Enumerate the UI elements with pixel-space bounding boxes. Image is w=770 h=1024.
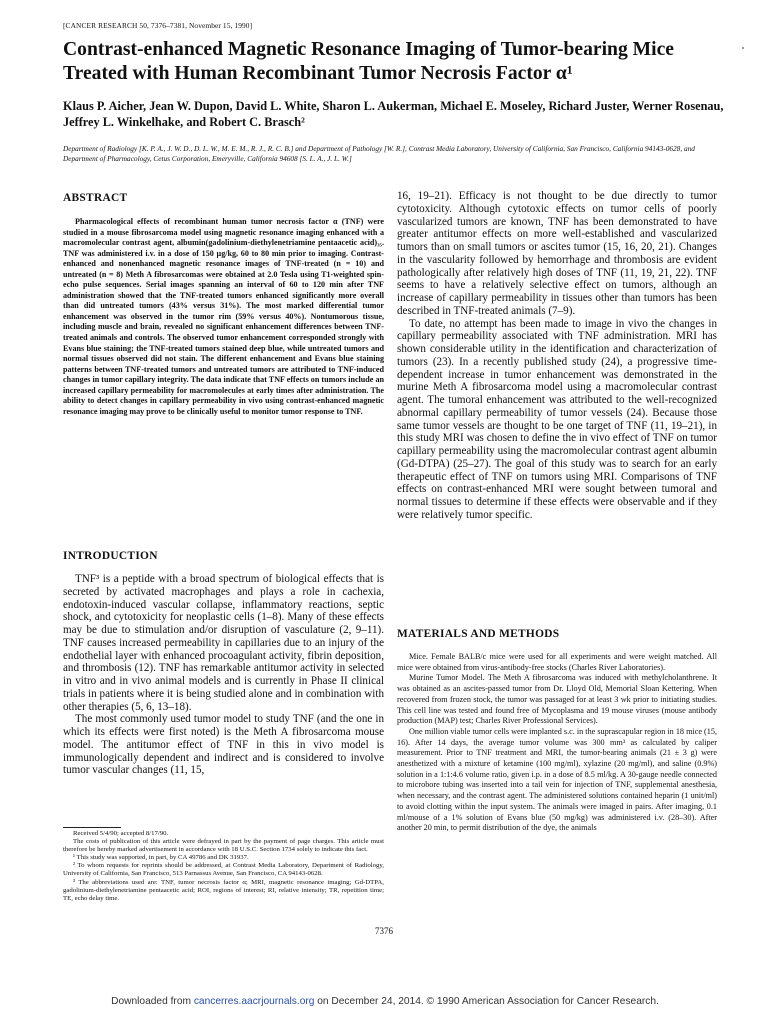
methods-tumor-model: Murine Tumor Model. The Meth A fibrosarcoma was induced with methylcholanthrene. It was obtained as an ascites-passed tumor from Dr. Lloyd Old, Memorial Sloan Kettering. When recovered from frozen stock, the tumor was passaged for at least 3 wk prior to initiating studies. This cell line was tested and found free of Mycoplasma and 19 mouse viruses (mouse antibody production (MAP) test; Charles River Professional Services). (397, 673, 717, 726)
footnote-3: ³ The abbreviations used are: TNF, tumor necrosis factor α; MRI, magnetic resonance imaging; Gd-DTPA, gadolinium-diethylenetriamine pentaacetic acid; ROI, regions of interest; RI, relative intensity; TR, repetition time; TE, echo delay time. (63, 878, 384, 902)
costs-note: The costs of publication of this article were defrayed in part by the payment of page charges. This article must therefore be hereby marked advertisement in accordance with 18 U.S.C. Section 1734 solely to indicate this fact. (63, 838, 384, 854)
footnote-2: ² To whom requests for reprints should be addressed, at Contrast Media Laboratory, Department of Radiology, University of California, San Francisco, 513 Parnassus Avenue, San Francisco, CA 94143-0628. (63, 862, 384, 878)
download-notice (0, 996, 770, 1007)
author-list: Klaus P. Aicher, Jean W. Dupon, David L. White, Sharon L. Aukerman, Michael E. Moseley, Richard Juster, Werner Rosenau, Jeffrey L. Winkelhake, and Robert C. Brasch² (63, 99, 724, 129)
intro-paragraph-3: 16, 19–21). Efficacy is not thought to be due directly to tumor cytotoxicity. Although cytotoxic effects on tumor cells of poorly vascularized tumors are known, TNF has been demonstrated to have greater antitumor effects on more well-established and vascularized tumors than on small tumors or ascites tumor (15, 16, 20, 21). Changes in the vascularity followed by hemorrhage and thrombosis are evident pathologically after relatively high doses of TNF (11, 19, 21, 22). TNF seems to have a relatively selective effect on tumors, although an increase of capillary permeability in tissues other than tumors has been described in TNF-treated animals (7–9). (397, 190, 717, 317)
journal-citation: [CANCER RESEARCH 50, 7376–7381, November 15, 1990] (63, 21, 253, 30)
abstract-heading: ABSTRACT (63, 192, 128, 204)
download-prefix: Downloaded from (111, 996, 194, 1007)
introduction-continued (397, 190, 717, 522)
page-number: 7376 (375, 926, 393, 936)
methods-implantation: One million viable tumor cells were implanted s.c. in the suprascapular region in 18 mice (15, 16). After 14 days, the average tumor volume was 300 mm³ as calculated by caliper measurement. Prior to TNF treatment and MRI, the tumor-bearing animals (21 ± 3 g) were anesthetized with a mixture of ketamine (100 mg/ml), xylazine (20 mg/ml), and saline (0.9%) solution in a 1:1:4.6 volume ratio, given i.p. in a dose of 8.5 ml/kg. A 30-gauge needle connected to microbore tubing was inserted into a tail vein for injection of TNF, supplemental anesthesia, when necessary, and the contrast agent. The administered solutions contained heparin (1 unit/ml) to avoid clotting within the input system. The animals were imaged in pairs. After imaging, 0.1 ml/mouse of a 1% solution of Evans blue (50 mg/kg) was administered i.v. (28–30). After another 20 min, to permit distribution of the dye, the animals (397, 726, 717, 833)
methods-heading: MATERIALS AND METHODS (397, 628, 560, 640)
scan-speck (742, 47, 744, 49)
introduction-body-left (63, 573, 384, 777)
introduction-section (63, 550, 384, 777)
abstract-body: Pharmacological effects of recombinant human tumor necrosis factor α (TNF) were studied in a mouse fibrosarcoma model using magnetic resonance imaging enhanced with a macromolecular contrast agent, albumin(gadolinium-diethylenetriamine pentaacetic acid)₃₅. TNF was administered i.v. in a dose of 150 µg/kg, 60 to 80 min prior to imaging. Contrast-enhanced and nonenhanced magnetic resonance images of TNF-treated (n = 10) and untreated (n = 8) Meth A fibrosarcomas were obtained at 2.0 Tesla using T1-weighted spin-echo pulse sequences. Serial images spanning an interval of 60 to 120 min after TNF administration showed that the TNF-treated tumors enhanced significantly more overall than did untreated tumors (43% versus 31%). The most marked differential tumor enhancement was observed in the tumor rim (59% versus 40%). Nontumorous tissue, including muscle and brain, revealed no significant enhancement differences between TNF-treated animals and controls. The observed tumor enhancement corresponded strongly with Evans blue staining; the TNF-treated tumors stained deep blue, while untreated tumors and normal tissues observed did not stain. The different enhancement and Evans blue staining patterns between TNF-treated tumors and untreated tumors are attributed to TNF-induced changes in tumor capillary integrity. The data indicate that TNF effects on tumors include an increased capillary permeability for macromolecules at early times after administration. The ability to detect changes in capillary permeability in vivo using contrast-enhanced magnetic resonance imaging may prove to be clinically useful to monitor tumor response to TNF. (63, 217, 384, 416)
footnote-1: ¹ This study was supported, in part, by CA 49786 and DK 31937. (73, 854, 249, 862)
received-dates: Received 5/4/90; accepted 8/17/90. (73, 830, 169, 837)
intro-paragraph-4: To date, no attempt has been made to image in vivo the changes in capillary permeability associated with TNF administration. MRI has shown considerable utility in the identification and characterization of tumors (23). In a recently published study (24), a progressive time-dependent increase in tumor enhancement was demonstrated in the murine Meth A fibrosarcoma model using a macromolecular contrast agent. The tumoral enhancement was attributed to the well-recognized abnormal capillary permeability of tumor vessels (24). Because those same tumor vessels are thought to be one target of TNF (11, 19–21), in this study MRI was chosen to define the in vivo effect of TNF on tumor capillary permeability using the macromolecular contrast agent albumin (Gd-DTPA) (25–27). The goal of this study was to search for an early therapeutic effect of TNF on tumors using MRI. Comparisons of TNF effects on contrast-enhanced MRI were sought between tumoral and normal tissues to determine if these effects were observable and if they were relatively tumor specific. (397, 317, 717, 521)
intro-paragraph-2: The most commonly used tumor model to study TNF (and the one in which its effects were first noted) is the Meth A fibrosarcoma mouse model. The antitumor effect of TNF in this in vivo model is immunologically dependent and indirect and is considered to involve tumor vascular changes (11, 15, (63, 713, 384, 777)
introduction-heading: INTRODUCTION (63, 550, 158, 562)
article-title: Contrast-enhanced Magnetic Resonance Imaging of Tumor-bearing Mice Treated with Human Recombinant Tumor Necrosis Factor α¹ (63, 39, 674, 84)
intro-paragraph-1: TNF³ is a peptide with a broad spectrum of biological effects that is secreted by activated macrophages and plays a role in cachexia, endotoxin-induced vascular collapse, inflammatory reactions, septic shock, and cytotoxicity for neoplastic cells (1–8). Many of these effects may be due to stimulation and/or disruption of vasculature (2, 9–11). TNF causes increased permeability in capillaries due to an injury of the endothelial layer with enhanced procoagulant activity, fibrin deposition, and thrombosis (12). TNF has remarkable antitumor activity in selected in vitro and in vivo animal models and is currently in Phase II clinical trials in patients where it is being studied alone and in combination with other therapies (5, 6, 13–18). (63, 573, 384, 713)
methods-body (397, 652, 717, 834)
footnotes (63, 830, 384, 903)
footnote-rule (63, 827, 121, 828)
affiliations: Department of Radiology [K. P. A., J. W. D., D. L. W., M. E. M., R. J., R. C. B.] and Department of Pathology [W. R.], Contrast Media Laboratory, University of California, San Francisco, California 94143-0628, and Department of Pharmacology, Cetus Corporation, Emeryville, California 94608 [S. L. A., J. L. W.] (63, 144, 695, 163)
abstract-section (63, 192, 384, 417)
download-suffix: on December 24, 2014. © 1990 American Association for Cancer Research. (314, 996, 659, 1007)
journal-link[interactable]: cancerres.aacrjournals.org (193, 996, 315, 1007)
methods-section (397, 628, 717, 834)
introduction-body-right (397, 190, 717, 522)
methods-mice: Mice. Female BALB/c mice were used for all experiments and were weight matched. All mice were obtained from virus-antibody-free stocks (Charles River Laboratories). (397, 652, 717, 672)
